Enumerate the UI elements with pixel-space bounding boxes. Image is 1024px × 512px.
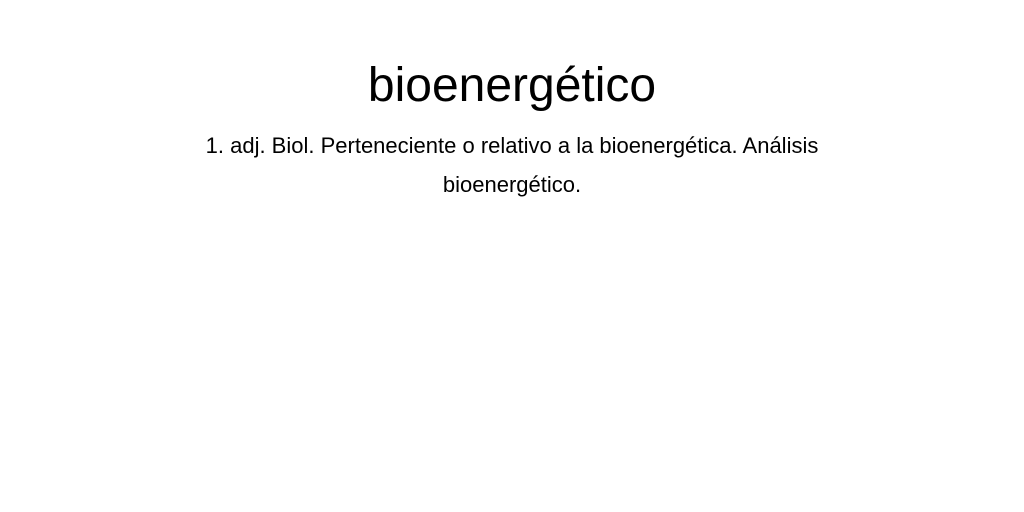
headword: bioenergético xyxy=(367,59,657,112)
definition-text: 1. adj. Biol. Perteneciente o relativo a la bioenergética. Análisis bioenergético. xyxy=(205,133,819,197)
